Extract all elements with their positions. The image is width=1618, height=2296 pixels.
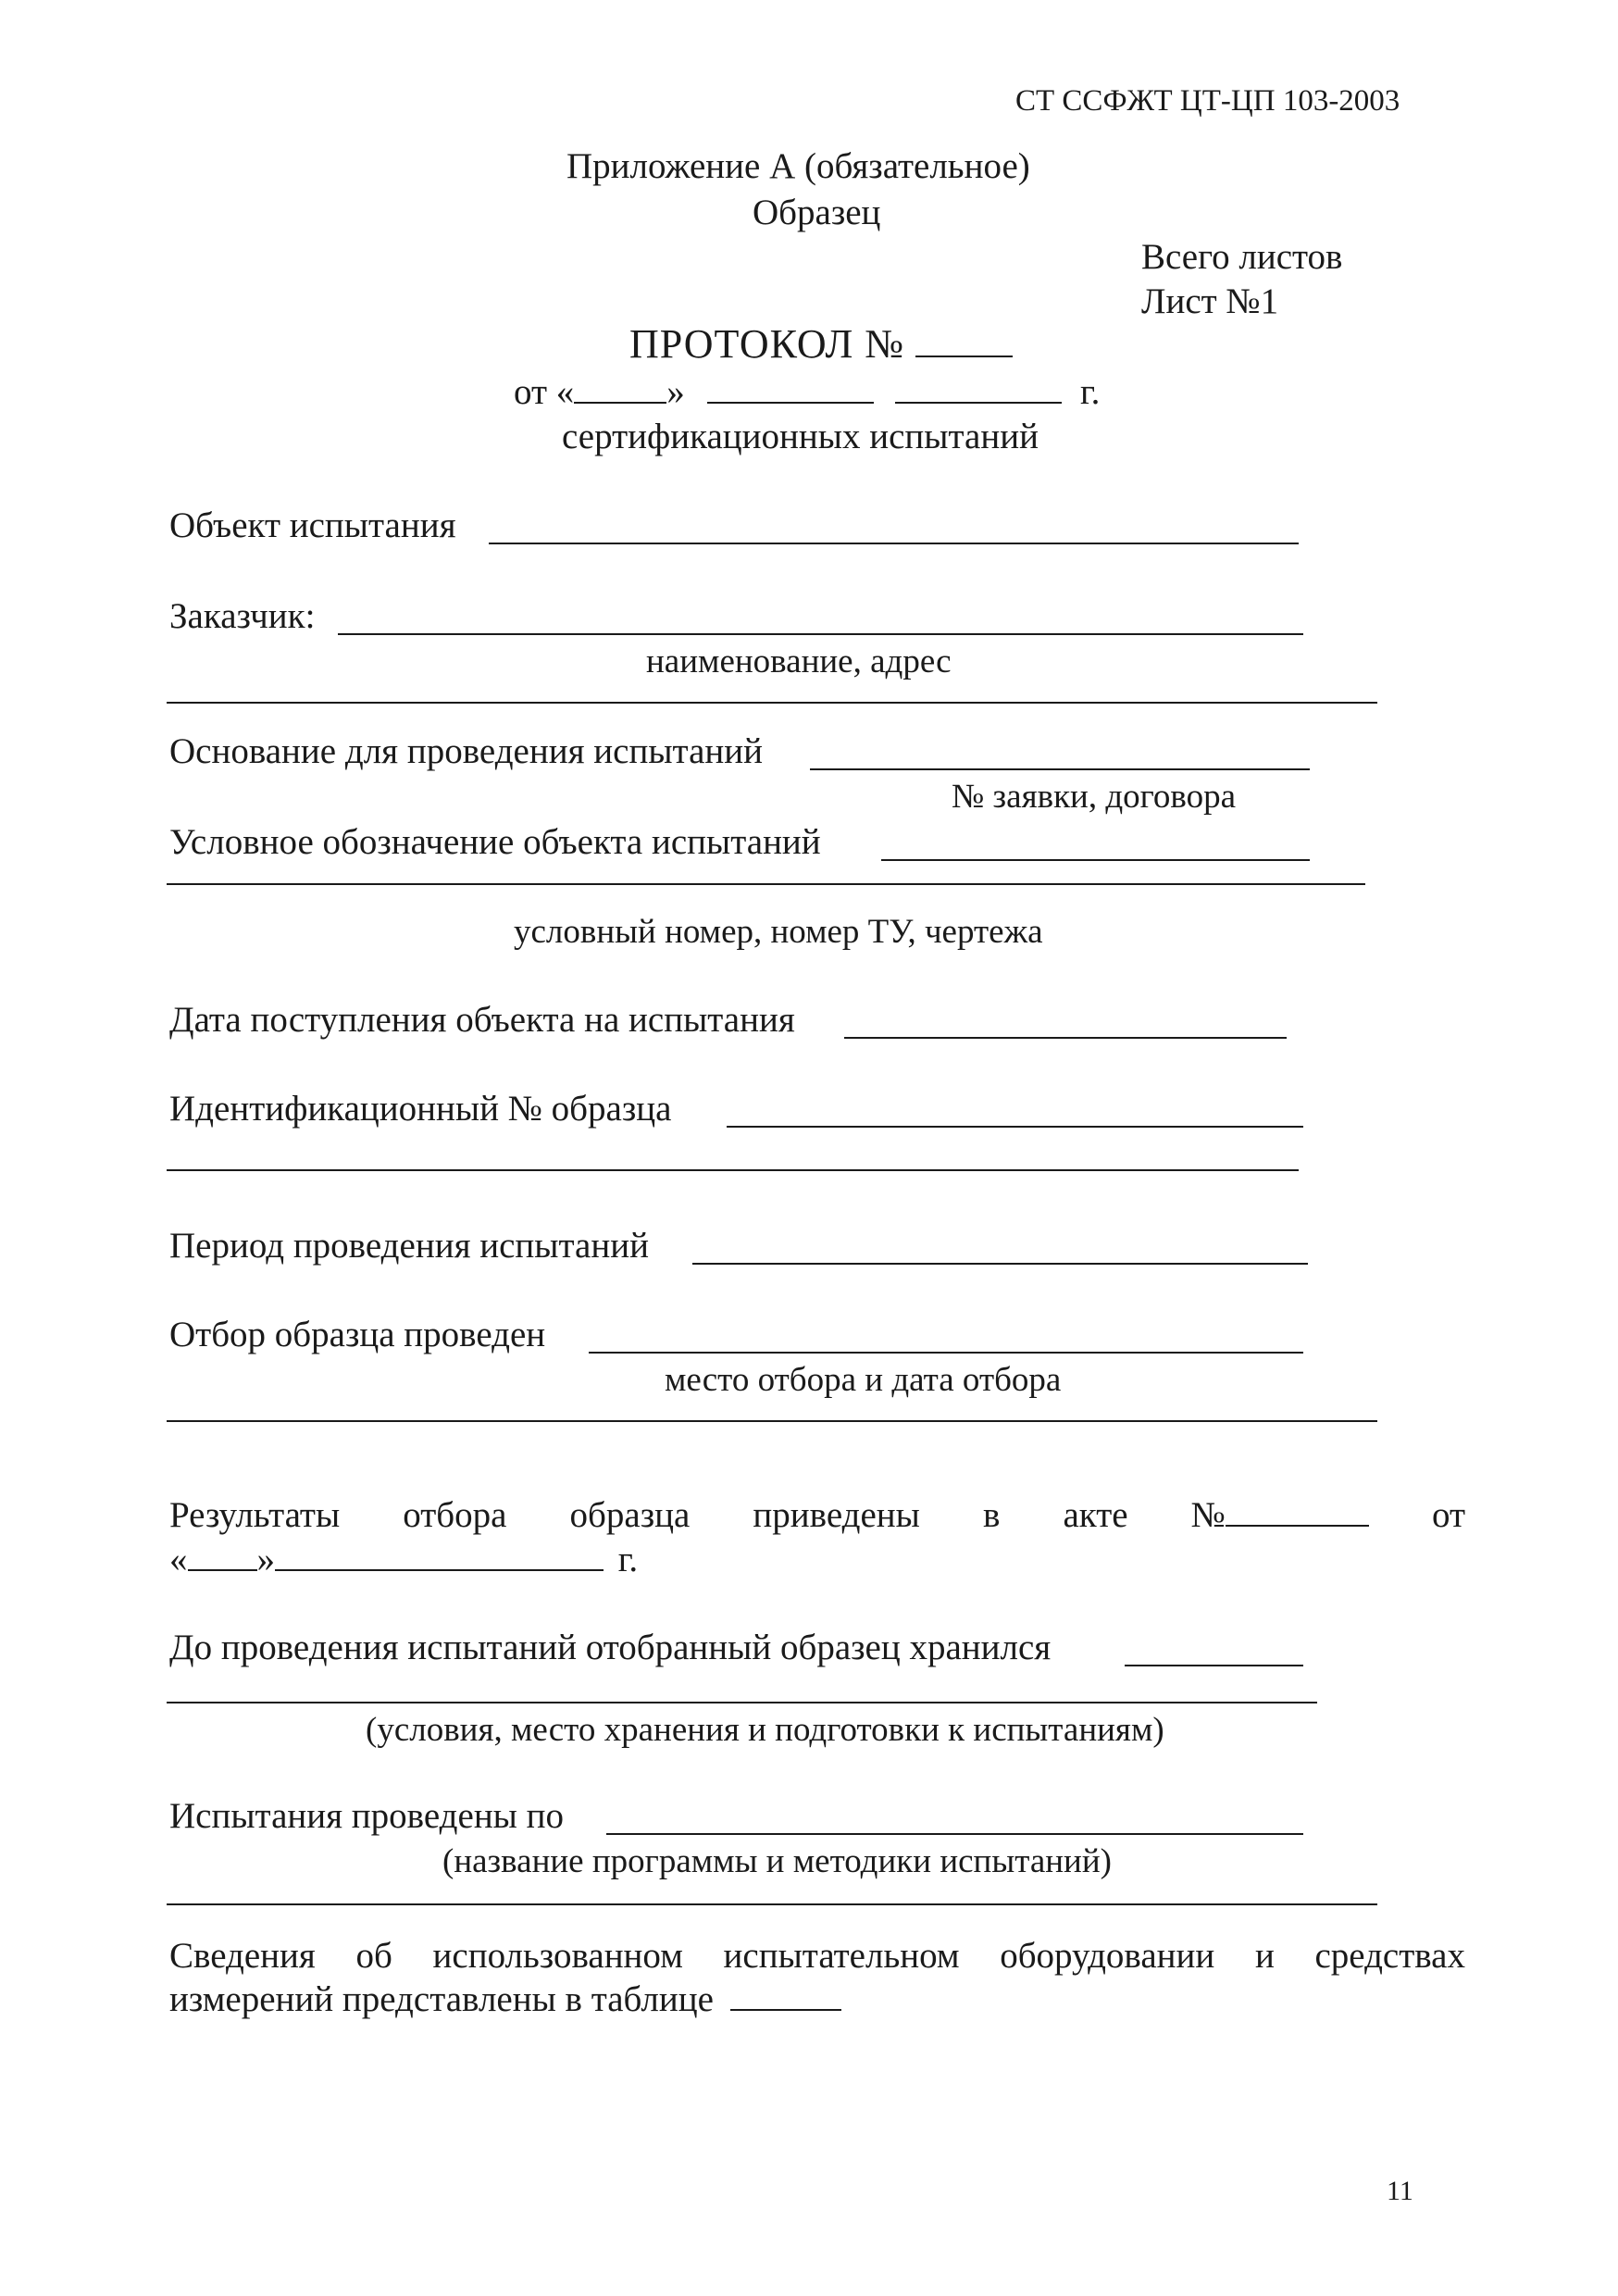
designation-field-line-2[interactable] xyxy=(167,883,1365,885)
equipment-word: испытательном xyxy=(723,1936,960,1976)
sampling-field-line-2[interactable] xyxy=(167,1420,1377,1422)
results-line-2 xyxy=(169,1541,638,1578)
period-label: Период проведения испытаний xyxy=(169,1226,649,1266)
storage-field-line-2[interactable] xyxy=(167,1702,1317,1703)
tests-by-field[interactable] xyxy=(606,1833,1303,1835)
table-number-field[interactable] xyxy=(730,1981,841,2011)
protocol-title xyxy=(629,321,1013,367)
act-date-open-quote: « xyxy=(169,1540,188,1579)
document-code: СТ ССФЖТ ЦТ-ЦП 103-2003 xyxy=(1015,84,1400,118)
storage-field[interactable] xyxy=(1125,1665,1303,1666)
equipment-word: средствах xyxy=(1314,1936,1465,1976)
equipment-word: использованном xyxy=(432,1936,683,1976)
tests-by-field-line-2[interactable] xyxy=(167,1903,1377,1905)
act-date-month-year-field[interactable] xyxy=(275,1541,604,1571)
results-word: Результаты xyxy=(169,1495,341,1535)
sample-id-field-line-2[interactable] xyxy=(167,1169,1299,1171)
receipt-date-label: Дата поступления объекта на испытания xyxy=(169,1000,795,1040)
storage-hint: (условия, место хранения и подготовки к испытаниям) xyxy=(366,1711,1164,1749)
receipt-date-field[interactable] xyxy=(844,1037,1287,1039)
total-sheets: Всего листов xyxy=(1141,237,1343,277)
tests-by-label: Испытания проведены по xyxy=(169,1796,565,1836)
designation-hint: условный номер, номер ТУ, чертежа xyxy=(514,913,1043,951)
sample-id-field[interactable] xyxy=(727,1126,1303,1128)
customer-field-line-2[interactable] xyxy=(167,702,1377,704)
customer-label: Заказчик: xyxy=(169,596,316,636)
date-close-quote: » xyxy=(666,372,685,412)
date-year-suffix: г. xyxy=(1080,372,1101,412)
designation-field[interactable] xyxy=(881,859,1310,861)
protocol-label: ПРОТОКОЛ № xyxy=(629,321,905,367)
act-number xyxy=(1191,1494,1369,1536)
act-date-close-quote: » xyxy=(256,1540,275,1579)
basis-label: Основание для проведения испытаний xyxy=(169,731,763,771)
sheet-number: Лист №1 xyxy=(1141,281,1279,321)
results-word: от xyxy=(1431,1495,1465,1535)
results-line-1 xyxy=(169,1494,1465,1536)
act-date-day-field[interactable] xyxy=(188,1541,257,1571)
page-number: 11 xyxy=(1387,2176,1413,2206)
sampling-label: Отбор образца проведен xyxy=(169,1315,546,1354)
basis-hint: № заявки, договора xyxy=(952,778,1237,816)
designation-label: Условное обозначение объекта испытаний xyxy=(169,822,821,862)
protocol-subtitle: сертификационных испытаний xyxy=(562,417,1039,456)
basis-field[interactable] xyxy=(810,768,1310,770)
equipment-line-1 xyxy=(169,1935,1465,1977)
customer-hint: наименование, адрес xyxy=(646,643,952,680)
date-year-field[interactable] xyxy=(895,374,1062,404)
equipment-line-2 xyxy=(169,1981,841,2017)
equipment-word: оборудовании xyxy=(1000,1936,1215,1976)
date-day-field[interactable] xyxy=(574,374,666,404)
sampling-hint: место отбора и дата отбора xyxy=(665,1361,1062,1399)
test-object-field[interactable] xyxy=(489,543,1299,544)
results-word: отбора xyxy=(403,1495,507,1535)
date-month-field[interactable] xyxy=(707,374,874,404)
equipment-word: Сведения xyxy=(169,1936,316,1976)
results-word: приведены xyxy=(753,1495,920,1535)
customer-field[interactable] xyxy=(338,633,1303,635)
results-word: в xyxy=(982,1495,1001,1535)
sample-label: Образец xyxy=(753,193,881,232)
results-word: образца xyxy=(569,1495,691,1535)
act-date-year-suffix: г. xyxy=(617,1540,639,1579)
storage-label: До проведения испытаний отобранный образец хранился xyxy=(169,1628,1052,1667)
date-open-quote: от « xyxy=(514,372,575,412)
protocol-number-field[interactable] xyxy=(915,328,1013,357)
equipment-label-2: измерений представлены в таблице xyxy=(169,1979,714,2019)
appendix-label: Приложение А (обязательное) xyxy=(566,146,1030,186)
equipment-word: об xyxy=(355,1936,392,1976)
tests-by-hint: (название программы и методики испытаний) xyxy=(442,1842,1112,1880)
period-field[interactable] xyxy=(692,1263,1308,1265)
results-word: акте xyxy=(1063,1495,1128,1535)
test-object-label: Объект испытания xyxy=(169,505,456,545)
act-number-field[interactable] xyxy=(1226,1497,1369,1527)
equipment-word: и xyxy=(1254,1936,1275,1976)
sampling-field[interactable] xyxy=(589,1352,1303,1354)
sample-id-label: Идентификационный № образца xyxy=(169,1089,672,1129)
act-number-sign: № xyxy=(1190,1495,1226,1535)
protocol-date-line xyxy=(514,374,1100,410)
